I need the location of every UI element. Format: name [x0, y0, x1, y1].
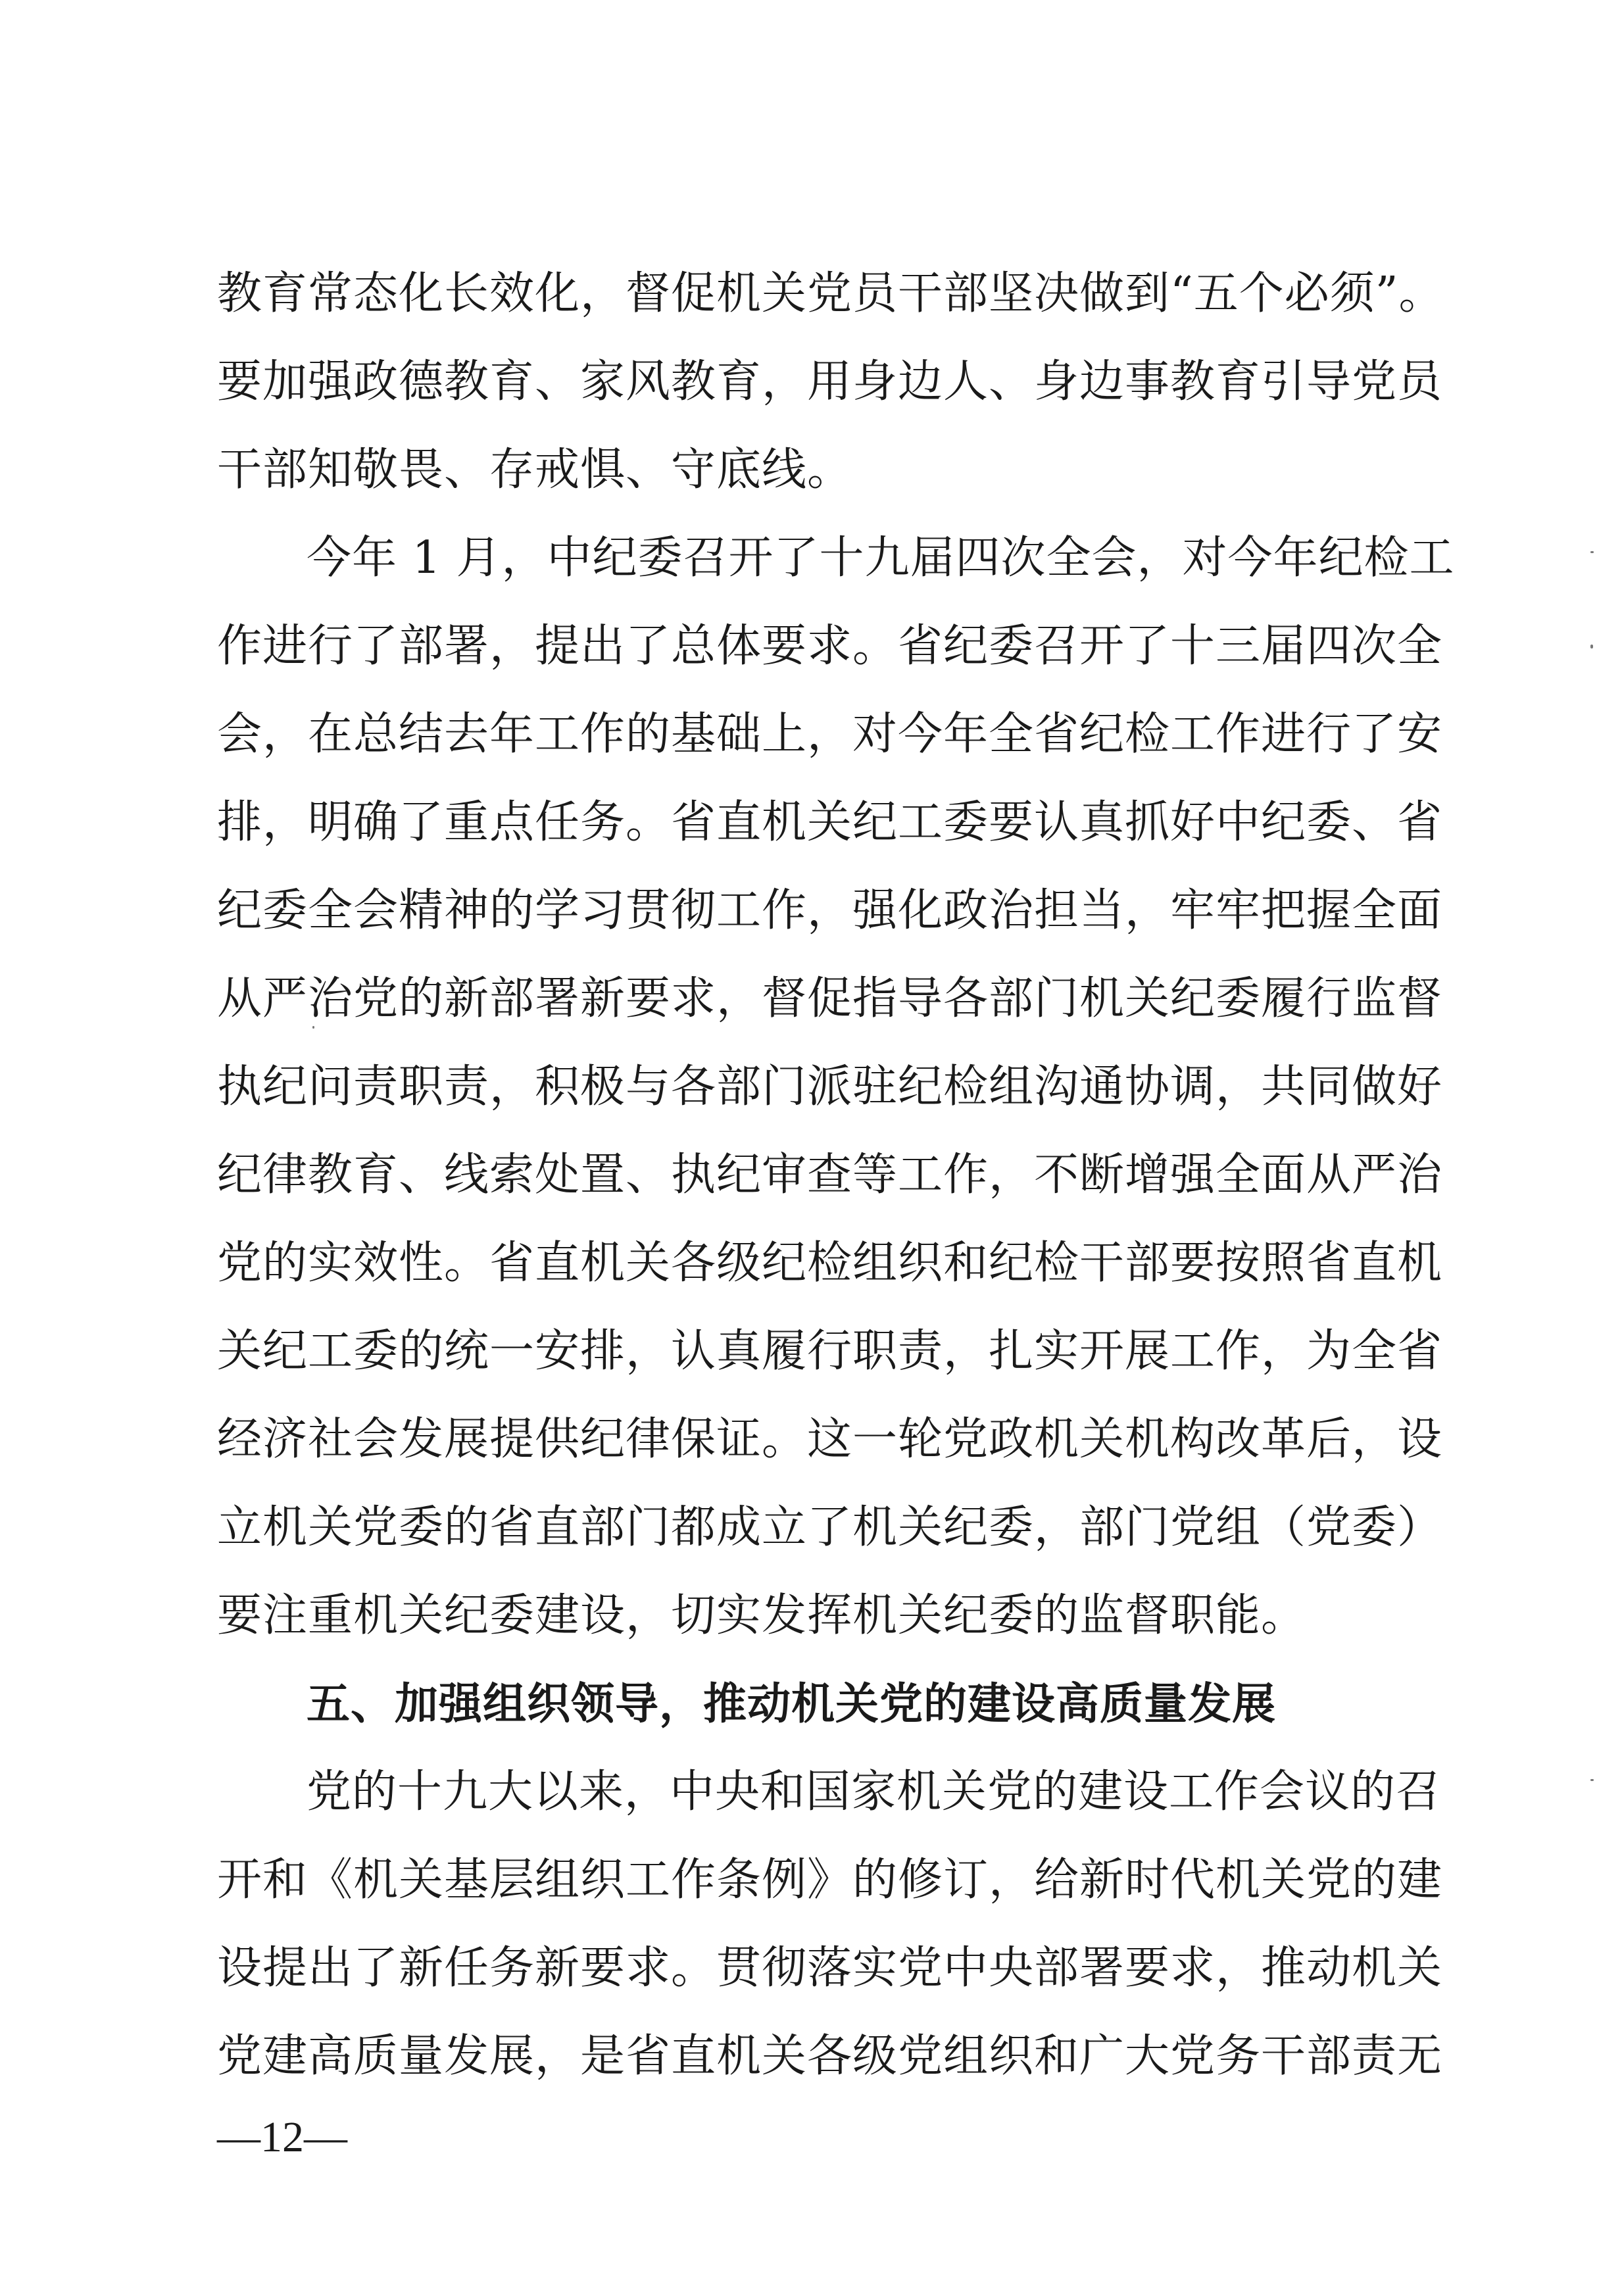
body-text	[217, 250, 1455, 2101]
text-line: 经济社会发展提供纪律保证。这一轮党政机关机构改革后，设	[217, 1413, 1443, 1465]
text-line: 排，明确了重点任务。省直机关纪工委要认真抓好中纪委、省	[217, 796, 1443, 848]
text-line: 要注重机关纪委建设，切实发挥机关纪委的监督职能。	[217, 1590, 1307, 1642]
text-line: 党的十九大以来，中央和国家机关党的建设工作会议的召	[307, 1766, 1442, 1818]
scan-speck	[1590, 645, 1593, 648]
text-line: 立机关党委的省直部门都成立了机关纪委，部门党组（党委）	[217, 1502, 1443, 1553]
text-line: 纪委全会精神的学习贯彻工作，强化政治担当，牢牢把握全面	[217, 885, 1443, 937]
text-line: 党的实效性。省直机关各级纪检组织和纪检干部要按照省直机	[217, 1237, 1443, 1289]
text-line: 干部知敬畏、存戒惧、守底线。	[217, 444, 853, 496]
section-heading: 五、加强组织领导，推动机关党的建设高质量发展	[307, 1678, 1276, 1729]
text-line: 执纪问责职责，积极与各部门派驻纪检组沟通协调，共同做好	[217, 1061, 1443, 1113]
text-line: 要加强政德教育、家风教育，用身边人、身边事教育引导党员	[217, 356, 1443, 408]
page-number: —12—	[217, 2113, 347, 2161]
text-line: 设提出了新任务新要求。贯彻落实党中央部署要求，推动机关	[217, 1942, 1443, 1994]
text-line: 开和《机关基层组织工作条例》的修订，给新时代机关党的建	[217, 1854, 1443, 1906]
scan-speck	[312, 1026, 314, 1029]
text-line: 关纪工委的统一安排，认真履行职责，扎实开展工作，为全省	[217, 1325, 1443, 1377]
text-line: 会，在总结去年工作的基础上，对今年全省纪检工作进行了安	[217, 708, 1443, 760]
text-line: 从严治党的新部署新要求，督促指导各部门机关纪委履行监督	[217, 973, 1443, 1025]
scan-speck	[1590, 1779, 1594, 1781]
text-line: 今年 1 月，中纪委召开了十九届四次全会，对今年纪检工	[307, 532, 1455, 584]
text-line: 党建高质量发展，是省直机关各级党组织和广大党务干部责无	[217, 2030, 1443, 2082]
scan-speck	[1590, 551, 1594, 553]
text-line: 教育常态化长效化，督促机关党员干部坚决做到“五个必须”。	[217, 268, 1444, 320]
text-line: 纪律教育、线索处置、执纪审查等工作，不断增强全面从严治	[217, 1149, 1443, 1201]
text-line: 作进行了部署，提出了总体要求。省纪委召开了十三届四次全	[217, 620, 1443, 672]
